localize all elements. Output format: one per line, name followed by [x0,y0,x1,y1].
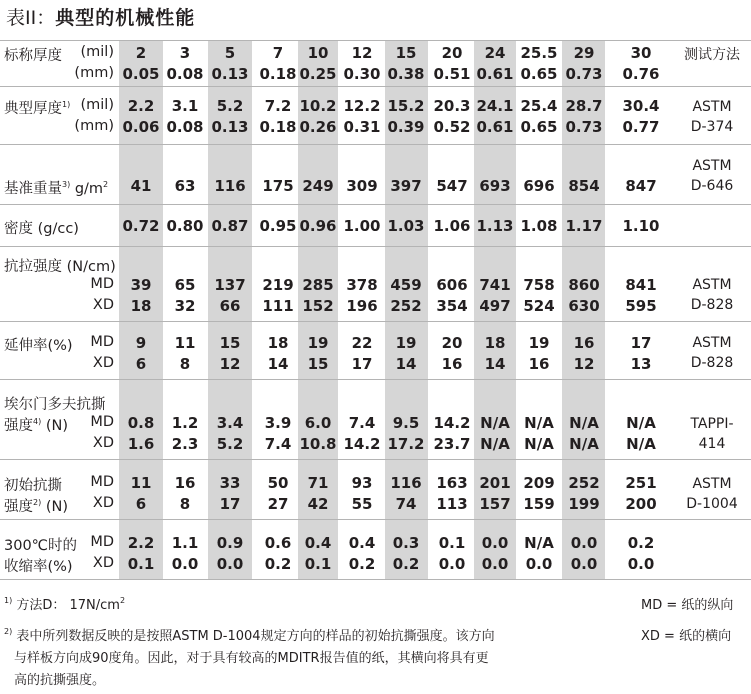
header-mil-cell: 10 [307,44,329,62]
density-cell: 0.87 [211,217,249,235]
tensile-xd-cell: 196 [346,297,378,315]
elmendorf-xd-label: XD [92,435,114,451]
density-cell: 1.13 [476,217,514,235]
elongation-xd-cell: 12 [219,355,241,373]
header-mm-cell: 0.51 [433,65,471,83]
shrinkage-xd-cell: 0.2 [264,555,292,573]
elongation-md-cell: 22 [351,334,373,352]
tensile-xd-cell: 252 [390,297,422,315]
elmendorf-method: TAPPI- 414 [690,416,734,452]
density-cell: 1.03 [387,217,425,235]
elmendorf-md-cell: 7.4 [348,414,376,432]
tensile-md-cell: 459 [390,276,422,294]
header-mm-cell: 0.25 [299,65,337,83]
basis-weight-cell: 63 [174,177,196,195]
elongation-xd-label: XD [92,355,114,371]
row-basis-weight [0,145,751,205]
typical-thickness-mm-cell: 0.65 [520,118,558,136]
density-cell: 1.06 [433,217,471,235]
elongation-xd-cell: 17 [351,355,373,373]
typical-thickness-mm-cell: 0.77 [622,118,660,136]
shrinkage-xd-cell: 0.2 [348,555,376,573]
initial-tear-md-cell: 201 [479,474,511,492]
footnote-2-line2: 与样板方向成90度角。因此，对于具有较高的MDITR报告值的纸，其横向将具有更 [14,651,489,666]
header-mm-cell: 0.73 [565,65,603,83]
header-unit-mm: (mm) [74,65,114,81]
elmendorf-xd-cell: N/A [626,435,656,453]
elmendorf-xd-cell: 14.2 [343,435,381,453]
basis-weight-label: 基准重量$^{3)}$ $g/m^2$ [4,180,109,197]
typical-thickness-label: 典型厚度$^{1)}$ [4,100,71,117]
shrinkage-xd-cell: 0.0 [438,555,466,573]
typical-thickness-mil-cell: 28.7 [565,97,603,115]
tensile-md-cell: 285 [302,276,334,294]
typical-thickness-mm-cell: 0.13 [211,118,249,136]
elongation-md-cell: 18 [267,334,289,352]
elongation-xd-cell: 15 [307,355,329,373]
tensile-xd-cell: 152 [302,297,334,315]
typical-thickness-mm-cell: 0.52 [433,118,471,136]
tensile-md-cell: 841 [625,276,657,294]
shrinkage-md-label: MD [90,534,114,550]
header-mm-cell: 0.30 [343,65,381,83]
elmendorf-xd-cell: N/A [524,435,554,453]
typical-thickness-mil-cell: 10.2 [299,97,337,115]
shrinkage-md-cell: 0.4 [348,534,376,552]
header-mm-cell: 0.65 [520,65,558,83]
tensile-md-cell: 219 [262,276,294,294]
elongation-md-label: MD [90,334,114,350]
typical-thickness-unit-mm: (mm) [74,118,114,134]
elmendorf-xd-cell: 23.7 [433,435,471,453]
initial-tear-xd-cell: 159 [523,495,555,513]
elmendorf-xd-cell: N/A [569,435,599,453]
header-mil-cell: 15 [395,44,417,62]
basis-weight-cell: 249 [302,177,334,195]
elmendorf-xd-cell: 7.4 [264,435,292,453]
elongation-md-cell: 9 [135,334,147,352]
footnote-2-line3: 高的抗撕强度。 [14,673,106,688]
typical-thickness-mil-cell: 2.2 [127,97,155,115]
header-mm-cell: 0.38 [387,65,425,83]
basis-weight-cell: 41 [130,177,152,195]
elongation-md-cell: 17 [630,334,652,352]
initial-tear-md-cell: 251 [625,474,657,492]
elmendorf-md-cell: N/A [569,414,599,432]
initial-tear-md-cell: 116 [390,474,422,492]
elmendorf-md-cell: N/A [480,414,510,432]
elongation-xd-cell: 8 [179,355,191,373]
typical-thickness-mil-cell: 15.2 [387,97,425,115]
shrinkage-label-line2: 收缩率(%) [4,559,73,575]
header-mil-cell: 24 [484,44,506,62]
elongation-label: 延伸率(%) [4,338,73,354]
density-cell: 1.00 [343,217,381,235]
header-mil-cell: 5 [224,44,236,62]
initial-tear-md-cell: 11 [130,474,152,492]
tensile-md-cell: 137 [214,276,246,294]
header-unit-mil: (mil) [80,44,114,60]
shrinkage-md-cell: 1.1 [171,534,199,552]
legend-md: MD = 纸的纵向 [641,598,734,613]
typical-thickness-mm-cell: 0.06 [122,118,160,136]
tensile-xd-cell: 630 [568,297,600,315]
tensile-md-cell: 758 [523,276,555,294]
shrinkage-label-line1: 300℃时的 [4,538,77,554]
initial-tear-md-cell: 163 [436,474,468,492]
initial-tear-xd-cell: 200 [625,495,657,513]
tensile-xd-cell: 66 [219,297,241,315]
shrinkage-md-cell: 0.3 [392,534,420,552]
typical-thickness-mm-cell: 0.08 [166,118,204,136]
shrinkage-xd-cell: 0.0 [171,555,199,573]
typical-thickness-mil-cell: 3.1 [171,97,199,115]
elmendorf-md-cell: 9.5 [392,414,420,432]
header-mm-cell: 0.18 [259,65,297,83]
header-method: 测试方法 [684,47,740,63]
basis-weight-cell: 547 [436,177,468,195]
typical-thickness-mm-cell: 0.61 [476,118,514,136]
initial-tear-xd-cell: 199 [568,495,600,513]
density-cell: 1.17 [565,217,603,235]
elmendorf-md-cell: 6.0 [304,414,332,432]
elongation-xd-cell: 12 [573,355,595,373]
initial-tear-md-label: MD [90,474,114,490]
header-mm-cell: 0.76 [622,65,660,83]
shrinkage-md-cell: 0.2 [627,534,655,552]
typical-thickness-mil-cell: 24.1 [476,97,514,115]
tensile-md-cell: 860 [568,276,600,294]
elongation-xd-cell: 14 [484,355,506,373]
basis-weight-cell: 397 [390,177,422,195]
footnote-2-line1: $^{2)}$ 表中所列数据反映的是按照ASTM D-1004规定方向的样品的初始抗撕强度。该方向 [4,627,495,644]
initial-tear-md-cell: 93 [351,474,373,492]
initial-tear-md-cell: 71 [307,474,329,492]
initial-tear-md-cell: 33 [219,474,241,492]
density-cell: 1.10 [622,217,660,235]
density-label: 密度 (g/cc) [4,221,79,237]
row-typical-thickness [0,87,751,145]
shrinkage-md-cell: 0.4 [304,534,332,552]
shrinkage-xd-cell: 0.2 [392,555,420,573]
elmendorf-md-cell: 0.8 [127,414,155,432]
shrinkage-md-cell: 0.9 [216,534,244,552]
basis-weight-method: ASTM D-646 [690,158,734,194]
header-mm-cell: 0.61 [476,65,514,83]
typical-thickness-mm-cell: 0.18 [259,118,297,136]
header-mm-cell: 0.13 [211,65,249,83]
initial-tear-label-line1: 初始抗撕 [4,478,62,494]
basis-weight-cell: 175 [262,177,294,195]
shrinkage-xd-cell: 0.0 [525,555,553,573]
elmendorf-md-cell: 3.9 [264,414,292,432]
shrinkage-xd-cell: 0.1 [127,555,155,573]
initial-tear-md-cell: 50 [267,474,289,492]
elmendorf-md-cell: N/A [626,414,656,432]
typical-thickness-mil-cell: 20.3 [433,97,471,115]
elongation-md-cell: 18 [484,334,506,352]
elmendorf-xd-cell: N/A [480,435,510,453]
basis-weight-cell: 309 [346,177,378,195]
shrinkage-xd-label: XD [92,555,114,571]
elongation-xd-cell: 13 [630,355,652,373]
basis-weight-cell: 693 [479,177,511,195]
initial-tear-md-cell: 252 [568,474,600,492]
initial-tear-label-line2: 强度$^{2)}$ (N) [4,498,68,515]
typical-thickness-mil-cell: 12.2 [343,97,381,115]
shrinkage-md-cell: 0.6 [264,534,292,552]
shrinkage-xd-cell: 0.1 [304,555,332,573]
elmendorf-md-cell: 3.4 [216,414,244,432]
tensile-method: ASTM D-828 [690,277,734,313]
tensile-xd-label: XD [92,297,114,313]
tensile-xd-cell: 354 [436,297,468,315]
initial-tear-xd-cell: 27 [267,495,289,513]
tensile-xd-cell: 18 [130,297,152,315]
shrinkage-md-cell: 0.1 [438,534,466,552]
tensile-md-cell: 65 [174,276,196,294]
tensile-md-cell: 378 [346,276,378,294]
initial-tear-md-cell: 16 [174,474,196,492]
elongation-md-cell: 19 [528,334,550,352]
elongation-md-cell: 16 [573,334,595,352]
elongation-xd-cell: 14 [395,355,417,373]
header-mil-cell: 2 [135,44,147,62]
typical-thickness-mil-cell: 25.4 [520,97,558,115]
initial-tear-method: ASTM D-1004 [686,476,738,512]
shrinkage-xd-cell: 0.0 [570,555,598,573]
tensile-xd-cell: 595 [625,297,657,315]
header-mil-cell: 30 [630,44,652,62]
density-cell: 1.08 [520,217,558,235]
elongation-md-cell: 19 [395,334,417,352]
header-mil-cell: 3 [179,44,191,62]
basis-weight-cell: 116 [214,177,246,195]
typical-thickness-mil-cell: 5.2 [216,97,244,115]
typical-thickness-unit-mil: (mil) [80,97,114,113]
table-title-prefix: 表II： [6,7,56,29]
elmendorf-md-cell: 1.2 [171,414,199,432]
initial-tear-md-cell: 209 [523,474,555,492]
header-mil-cell: 25.5 [520,44,558,62]
initial-tear-xd-cell: 113 [436,495,468,513]
elongation-method: ASTM D-828 [690,335,734,371]
elongation-xd-cell: 16 [528,355,550,373]
shrinkage-md-cell: N/A [524,534,554,552]
tensile-label: 抗拉强度 (N/cm) [4,259,116,275]
density-cell: 0.80 [166,217,204,235]
header-mil-cell: 7 [272,44,284,62]
typical-thickness-mil-cell: 30.4 [622,97,660,115]
density-cell: 0.95 [259,217,297,235]
elmendorf-xd-cell: 5.2 [216,435,244,453]
elongation-md-cell: 20 [441,334,463,352]
typical-thickness-method: ASTM D-374 [690,99,734,135]
header-mil-cell: 20 [441,44,463,62]
table-title [6,4,195,32]
initial-tear-xd-label: XD [92,495,114,511]
tensile-md-cell: 39 [130,276,152,294]
basis-weight-cell: 696 [523,177,555,195]
typical-thickness-mil-cell: 7.2 [264,97,292,115]
density-cell: 0.72 [122,217,160,235]
shrinkage-md-cell: 0.0 [570,534,598,552]
header-label: 标称厚度 [4,48,62,64]
initial-tear-xd-cell: 74 [395,495,417,513]
typical-thickness-mm-cell: 0.26 [299,118,337,136]
initial-tear-xd-cell: 55 [351,495,373,513]
shrinkage-xd-cell: 0.0 [216,555,244,573]
initial-tear-xd-cell: 157 [479,495,511,513]
elmendorf-md-label: MD [90,414,114,430]
tensile-xd-cell: 32 [174,297,196,315]
elmendorf-xd-cell: 10.8 [299,435,337,453]
legend-xd: XD = 纸的横向 [641,629,732,644]
header-mil-cell: 12 [351,44,373,62]
elmendorf-label-line2: 强度$^{4)}$ (N) [4,417,68,434]
tensile-md-label: MD [90,276,114,292]
elongation-md-cell: 15 [219,334,241,352]
elongation-xd-cell: 14 [267,355,289,373]
elmendorf-xd-cell: 2.3 [171,435,199,453]
elmendorf-md-cell: N/A [524,414,554,432]
initial-tear-xd-cell: 8 [179,495,191,513]
elmendorf-md-cell: 14.2 [433,414,471,432]
elongation-md-cell: 11 [174,334,196,352]
tensile-xd-cell: 111 [262,297,294,315]
initial-tear-xd-cell: 6 [135,495,147,513]
shrinkage-xd-cell: 0.0 [481,555,509,573]
elmendorf-xd-cell: 1.6 [127,435,155,453]
basis-weight-cell: 854 [568,177,600,195]
typical-thickness-mm-cell: 0.39 [387,118,425,136]
tensile-xd-cell: 524 [523,297,555,315]
header-mm-cell: 0.08 [166,65,204,83]
basis-weight-cell: 847 [625,177,657,195]
initial-tear-xd-cell: 42 [307,495,329,513]
typical-thickness-mm-cell: 0.73 [565,118,603,136]
elongation-xd-cell: 16 [441,355,463,373]
elmendorf-xd-cell: 17.2 [387,435,425,453]
elongation-xd-cell: 6 [135,355,147,373]
elongation-md-cell: 19 [307,334,329,352]
header-mm-cell: 0.05 [122,65,160,83]
elmendorf-label-line1: 埃尔门多夫抗撕 [4,397,106,413]
density-cell: 0.96 [299,217,337,235]
tensile-md-cell: 741 [479,276,511,294]
shrinkage-xd-cell: 0.0 [627,555,655,573]
initial-tear-xd-cell: 17 [219,495,241,513]
shrinkage-md-cell: 2.2 [127,534,155,552]
shrinkage-md-cell: 0.0 [481,534,509,552]
table-title-main: 典型的机械性能 [55,7,196,29]
header-mil-cell: 29 [573,44,595,62]
tensile-md-cell: 606 [436,276,468,294]
tensile-xd-cell: 497 [479,297,511,315]
footnote-1: $^{1)}$ 方法D： $17N/cm^2$ [4,596,126,613]
typical-thickness-mm-cell: 0.31 [343,118,381,136]
